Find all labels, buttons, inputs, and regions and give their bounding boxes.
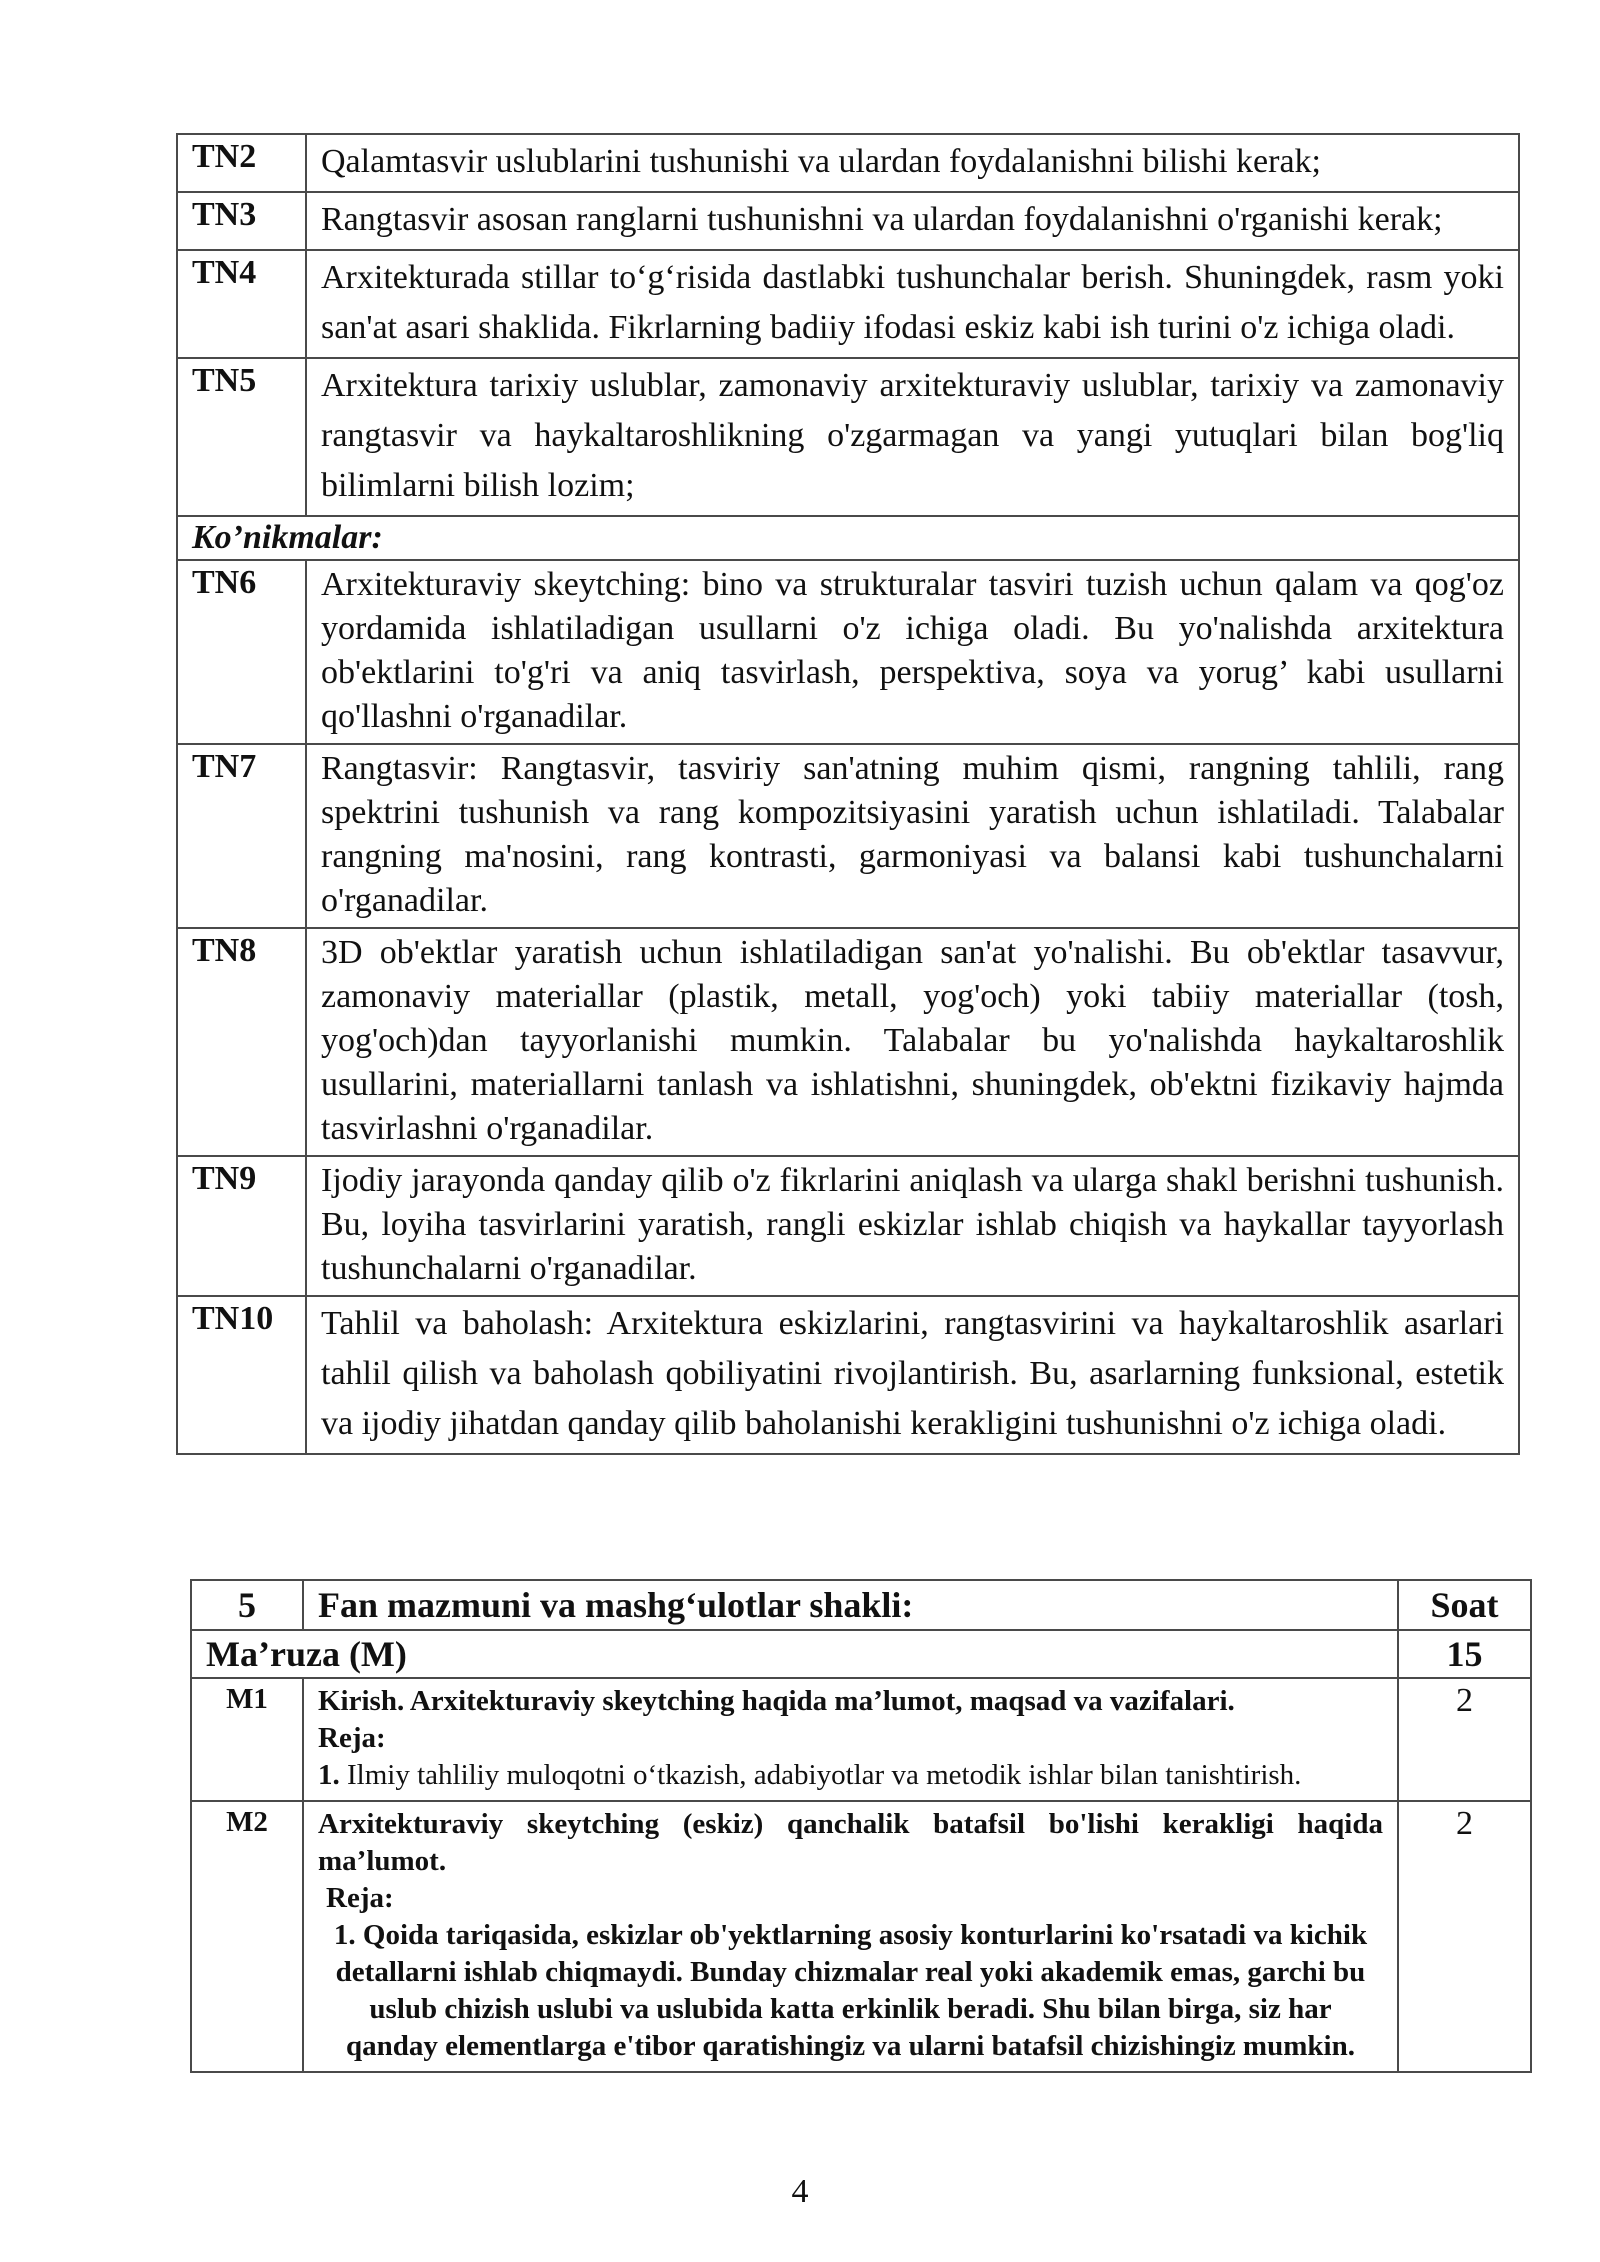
lecture-hours: 2	[1398, 1801, 1531, 2072]
content-title: Fan mazmuni va mashg‘ulotlar shakli:	[303, 1580, 1398, 1630]
plan-label: Reja:	[318, 1722, 386, 1754]
outcome-text: Arxitektura tarixiy uslublar, zamonaviy arxitekturaviy uslublar, tarixiy va zamonaviy rangtasvir va haykaltaroshlikning o'zgarmagan va yangi yutuqlari bilan bog'liq bilimlarni bilish lozim;	[306, 358, 1519, 516]
lecture-hours: 2	[1398, 1678, 1531, 1801]
lecture-section-row	[191, 1630, 1531, 1678]
course-content-table	[190, 1579, 1532, 2073]
section-number: 5	[191, 1580, 303, 1630]
outcome-code: TN6	[177, 560, 306, 744]
plan-item-text: Ilmiy tahliliy muloqotni o‘tkazish, adabiyotlar va metodik ishlar bilan tanishtirish.	[339, 1759, 1302, 1791]
outcome-code: TN8	[177, 928, 306, 1156]
outcome-text: Arxitekturaviy skeytching: bino va strukturalar tasviri tuzish uchun qalam va qog'oz yordamida ishlatiladigan usullarni o'z ichiga oladi. Bu yo'nalishda arxitektura ob'ektlarini to'g'ri va aniq tasvirlash, perspektiva, soya va yorug’ kabi usullarni qo'llashni o'rganadilar.	[306, 560, 1519, 744]
lecture-section-label: Ma’ruza (M)	[191, 1630, 1398, 1678]
plan-item-text: 1. Qoida tariqasida, eskizlar ob'yektlarning asosiy konturlarini ko'rsatadi va kichik detallarni ishlab chiqmaydi. Bunday chizmalar real yoki akademik emas, garchi bu uslub chizish uslubi va uslubida katta erkinlik beradi. Shu bilan birga, siz har qanday elementlarga e'tibor qaratishingiz va ularni batafsil chizishingiz mumkin.	[333, 1919, 1368, 2062]
learning-outcomes-table	[176, 133, 1520, 1455]
hours-header: Soat	[1398, 1580, 1531, 1630]
table-row	[177, 250, 1519, 358]
outcome-code: TN7	[177, 744, 306, 928]
outcome-text: Arxitekturada stillar to‘g‘risida dastlabki tushunchalar berish. Shuningdek, rasm yoki san'at asari shaklida. Fikrlarning badiiy ifodasi eskiz kabi ish turini o'z ichiga oladi.	[306, 250, 1519, 358]
lecture-section-hours: 15	[1398, 1630, 1531, 1678]
lecture-title: Arxitekturaviy skeytching (eskiz) qanchalik batafsil bo'lishi kerakligi haqida ma’lumot.	[318, 1808, 1383, 1877]
outcome-text: Ijodiy jarayonda qanday qilib o'z fikrlarini aniqlash va ularga shakl berishni tushunish. Bu, loyiha tasvirlarini yaratish, rangli eskizlar ishlab chiqish va haykallar tayyorlash tushunchalarni o'rganadilar.	[306, 1156, 1519, 1296]
outcome-code: TN5	[177, 358, 306, 516]
plan-item-number: 1.	[318, 1759, 340, 1791]
outcome-text: Rangtasvir: Rangtasvir, tasviriy san'atning muhim qismi, rangning tahlili, rang spektrini tushunish va rang kompozitsiyasini yaratish uchun ishlatiladi. Talabalar rangning ma'nosini, rang kontrasti, garmoniyasi va balansi kabi tushunchalarni o'rganadilar.	[306, 744, 1519, 928]
outcome-text: Qalamtasvir uslublarini tushunishi va ulardan foydalanishni bilishi kerak;	[306, 134, 1519, 192]
table-row	[177, 192, 1519, 250]
page-number: 4	[791, 2173, 809, 2210]
outcome-code: TN2	[177, 134, 306, 192]
table-row	[177, 134, 1519, 192]
outcome-code: TN9	[177, 1156, 306, 1296]
plan-label: Reja:	[326, 1882, 394, 1914]
table-row	[191, 1678, 1531, 1801]
table-row	[177, 1296, 1519, 1454]
skills-heading: Ko’nikmalar:	[177, 516, 1519, 560]
table-header-row	[191, 1580, 1531, 1630]
table-row	[177, 744, 1519, 928]
table-row	[177, 358, 1519, 516]
lecture-body	[303, 1678, 1398, 1801]
lecture-code: M2	[191, 1801, 303, 2072]
outcome-text: Rangtasvir asosan ranglarni tushunishni va ulardan foydalanishni o'rganishi kerak;	[306, 192, 1519, 250]
table-row	[177, 516, 1519, 560]
table-row	[177, 1156, 1519, 1296]
table-row	[191, 1801, 1531, 2072]
table-row	[177, 560, 1519, 744]
outcome-code: TN4	[177, 250, 306, 358]
lecture-title: Kirish. Arxitekturaviy skeytching haqida ma’lumot, maqsad va vazifalari.	[318, 1685, 1235, 1717]
outcome-code: TN3	[177, 192, 306, 250]
lecture-code: M1	[191, 1678, 303, 1801]
outcome-text: 3D ob'ektlar yaratish uchun ishlatiladigan san'at yo'nalishi. Bu ob'ektlar tasavvur, zamonaviy materiallar (plastik, metall, yog'och) yoki tabiiy materiallar (tosh, yog'och)dan tayyorlanishi mumkin. Talabalar bu yo'nalishda haykaltaroshlik usullarini, materiallarni tanlash va ishlatishni, shuningdek, ob'ektni fizikaviy hajmda tasvirlashni o'rganadilar.	[306, 928, 1519, 1156]
table-row	[177, 928, 1519, 1156]
outcome-code: TN10	[177, 1296, 306, 1454]
plan-item	[318, 1757, 1383, 1794]
lecture-body	[303, 1801, 1398, 2072]
outcome-text: Tahlil va baholash: Arxitektura eskizlarini, rangtasvirini va haykaltaroshlik asarlari tahlil qilish va baholash qobiliyatini rivojlantirish. Bu, asarlarning funksional, estetik va ijodiy jihatdan qanday qilib baholanishi kerakligini tushunishni o'z ichiga oladi.	[306, 1296, 1519, 1454]
